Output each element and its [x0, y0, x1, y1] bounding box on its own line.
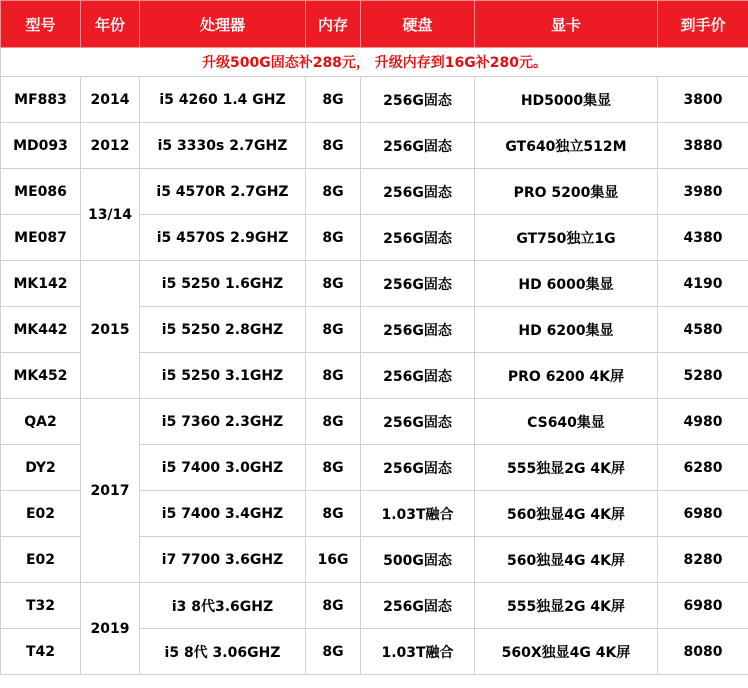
table-row — [1, 169, 748, 215]
cpu-cell: i5 7400 3.4GHZ — [140, 491, 306, 537]
disk-cell: 256G固态 — [361, 399, 475, 445]
cpu-cell: i5 7360 2.3GHZ — [140, 399, 306, 445]
ram-cell: 8G — [306, 353, 361, 399]
header-cpu: 处理器 — [140, 1, 306, 48]
gpu-cell: CS640集显 — [475, 399, 658, 445]
price-cell: 8080 — [658, 629, 748, 675]
cpu-cell: i5 3330s 2.7GHZ — [140, 123, 306, 169]
model-cell: ME087 — [1, 215, 81, 261]
header-row — [1, 1, 748, 48]
cpu-cell: i5 4570S 2.9GHZ — [140, 215, 306, 261]
price-cell: 4190 — [658, 261, 748, 307]
price-cell: 3880 — [658, 123, 748, 169]
year-cell: 2019 — [81, 583, 140, 675]
cpu-cell: i5 8代 3.06GHZ — [140, 629, 306, 675]
ram-cell: 8G — [306, 123, 361, 169]
disk-cell: 256G固态 — [361, 445, 475, 491]
model-cell: MK452 — [1, 353, 81, 399]
gpu-cell: PRO 6200 4K屏 — [475, 353, 658, 399]
ram-cell: 8G — [306, 583, 361, 629]
disk-cell: 256G固态 — [361, 307, 475, 353]
gpu-cell: GT640独立512M — [475, 123, 658, 169]
header-price: 到手价 — [658, 1, 748, 48]
model-cell: MK142 — [1, 261, 81, 307]
price-cell: 6980 — [658, 491, 748, 537]
disk-cell: 256G固态 — [361, 123, 475, 169]
year-cell: 13/14 — [81, 169, 140, 261]
price-cell: 4380 — [658, 215, 748, 261]
price-cell: 3980 — [658, 169, 748, 215]
gpu-cell: 555独显2G 4K屏 — [475, 445, 658, 491]
price-cell: 6280 — [658, 445, 748, 491]
table-row — [1, 77, 748, 123]
price-cell: 6980 — [658, 583, 748, 629]
header-disk: 硬盘 — [361, 1, 475, 48]
gpu-cell: PRO 5200集显 — [475, 169, 658, 215]
header-gpu: 显卡 — [475, 1, 658, 48]
model-cell: ME086 — [1, 169, 81, 215]
cpu-cell: i5 5250 1.6GHZ — [140, 261, 306, 307]
price-cell: 5280 — [658, 353, 748, 399]
cpu-cell: i7 7700 3.6GHZ — [140, 537, 306, 583]
cpu-cell: i5 5250 3.1GHZ — [140, 353, 306, 399]
table-row — [1, 261, 748, 307]
ram-cell: 8G — [306, 399, 361, 445]
ram-cell: 8G — [306, 629, 361, 675]
price-cell: 4980 — [658, 399, 748, 445]
upgrade-notice: 升级500G固态补288元， 升级内存到16G补280元。 — [1, 48, 748, 77]
disk-cell: 1.03T融合 — [361, 629, 475, 675]
model-cell: MK442 — [1, 307, 81, 353]
disk-cell: 256G固态 — [361, 169, 475, 215]
ram-cell: 8G — [306, 169, 361, 215]
year-cell: 2012 — [81, 123, 140, 169]
header-ram: 内存 — [306, 1, 361, 48]
ram-cell: 8G — [306, 215, 361, 261]
model-cell: MF883 — [1, 77, 81, 123]
header-year: 年份 — [81, 1, 140, 48]
price-cell: 3800 — [658, 77, 748, 123]
disk-cell: 500G固态 — [361, 537, 475, 583]
gpu-cell: GT750独立1G — [475, 215, 658, 261]
disk-cell: 256G固态 — [361, 77, 475, 123]
disk-cell: 256G固态 — [361, 583, 475, 629]
model-cell: MD093 — [1, 123, 81, 169]
model-cell: QA2 — [1, 399, 81, 445]
gpu-cell: 560独显4G 4K屏 — [475, 537, 658, 583]
gpu-cell: 555独显2G 4K屏 — [475, 583, 658, 629]
header-model: 型号 — [1, 1, 81, 48]
gpu-cell: HD 6000集显 — [475, 261, 658, 307]
cpu-cell: i5 4260 1.4 GHZ — [140, 77, 306, 123]
model-cell: E02 — [1, 537, 81, 583]
ram-cell: 8G — [306, 445, 361, 491]
disk-cell: 256G固态 — [361, 353, 475, 399]
year-cell: 2015 — [81, 261, 140, 399]
year-cell: 2014 — [81, 77, 140, 123]
ram-cell: 8G — [306, 261, 361, 307]
cpu-cell: i5 7400 3.0GHZ — [140, 445, 306, 491]
price-cell: 4580 — [658, 307, 748, 353]
disk-cell: 1.03T融合 — [361, 491, 475, 537]
ram-cell: 16G — [306, 537, 361, 583]
gpu-cell: 560独显4G 4K屏 — [475, 491, 658, 537]
model-cell: E02 — [1, 491, 81, 537]
year-cell: 2017 — [81, 399, 140, 583]
model-cell: T42 — [1, 629, 81, 675]
cpu-cell: i5 4570R 2.7GHZ — [140, 169, 306, 215]
disk-cell: 256G固态 — [361, 215, 475, 261]
model-cell: T32 — [1, 583, 81, 629]
notice-row — [1, 48, 748, 77]
ram-cell: 8G — [306, 491, 361, 537]
table-row — [1, 123, 748, 169]
ram-cell: 8G — [306, 77, 361, 123]
gpu-cell: HD 6200集显 — [475, 307, 658, 353]
model-cell: DY2 — [1, 445, 81, 491]
cpu-cell: i5 5250 2.8GHZ — [140, 307, 306, 353]
cpu-cell: i3 8代3.6GHZ — [140, 583, 306, 629]
gpu-cell: HD5000集显 — [475, 77, 658, 123]
table-row — [1, 583, 748, 629]
table-row — [1, 399, 748, 445]
ram-cell: 8G — [306, 307, 361, 353]
disk-cell: 256G固态 — [361, 261, 475, 307]
price-cell: 8280 — [658, 537, 748, 583]
gpu-cell: 560X独显4G 4K屏 — [475, 629, 658, 675]
